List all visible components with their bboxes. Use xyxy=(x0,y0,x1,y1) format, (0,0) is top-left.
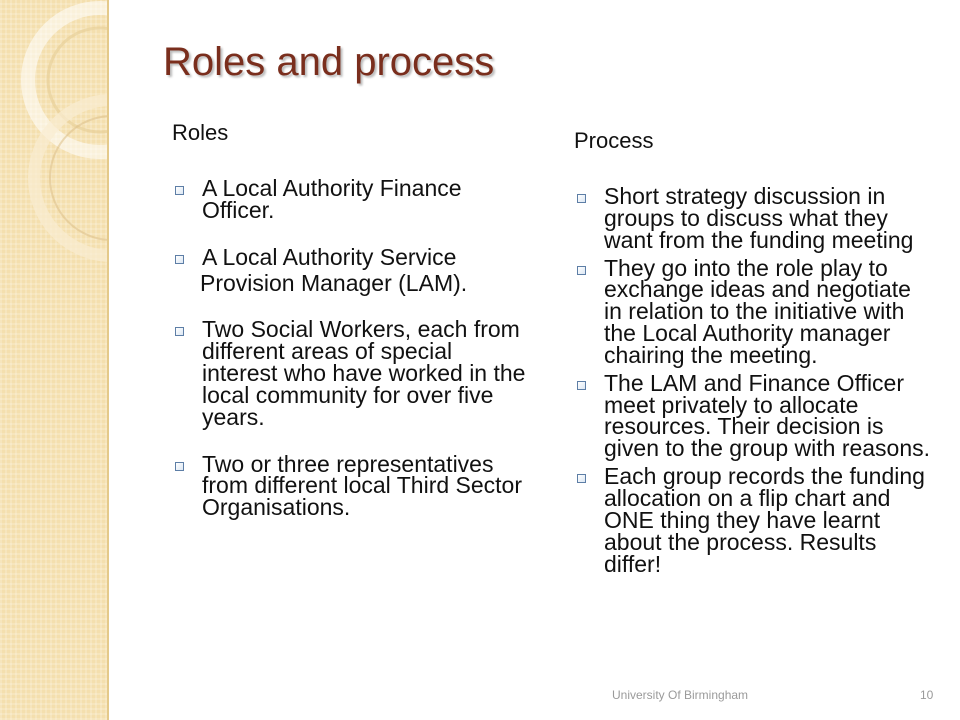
process-list xyxy=(574,183,934,581)
role-text: Two Social Workers, each from different areas of special interest who have worked in the local community for over five years. xyxy=(202,316,526,430)
process-item xyxy=(574,254,934,368)
decorative-sidebar xyxy=(0,0,107,720)
roles-list xyxy=(172,175,532,544)
role-item xyxy=(172,450,532,521)
page-number: 10 xyxy=(920,688,934,702)
role-text: Provision Manager (LAM). xyxy=(200,269,468,296)
square-bullet-icon xyxy=(175,462,184,471)
role-item-continued xyxy=(172,269,532,296)
decorative-rings xyxy=(0,0,107,720)
square-bullet-icon xyxy=(175,327,184,336)
process-text: Short strategy discussion in groups to discuss what they want from the funding meeting xyxy=(604,183,914,253)
square-bullet-icon xyxy=(577,474,586,483)
role-text: A Local Authority Finance Officer. xyxy=(202,175,462,223)
sidebar-divider xyxy=(107,0,109,720)
square-bullet-icon xyxy=(175,255,184,264)
role-text: A Local Authority Service xyxy=(202,243,457,270)
process-item xyxy=(574,463,934,577)
square-bullet-icon xyxy=(577,194,586,203)
process-text: The LAM and Finance Officer meet privately to allocate resources. Their decision is given to the group with reasons. xyxy=(604,369,931,462)
role-item xyxy=(172,316,532,430)
process-item xyxy=(574,183,934,253)
process-text: They go into the role play to exchange ideas and negotiate in relation to the initiative with the Local Authority manager chairing the meeting. xyxy=(604,254,911,368)
square-bullet-icon xyxy=(577,266,586,275)
process-text: Each group records the funding allocation on a flip chart and ONE thing they have learnt about the process. Results differ! xyxy=(604,463,925,577)
role-item xyxy=(172,175,532,223)
square-bullet-icon xyxy=(577,381,586,390)
process-heading: Process xyxy=(574,128,654,153)
role-item xyxy=(172,243,532,270)
footer-source: University Of Birmingham xyxy=(612,688,749,702)
square-bullet-icon xyxy=(175,186,184,195)
roles-heading: Roles xyxy=(172,120,229,145)
role-text: Two or three representatives from different local Third Sector Organisations. xyxy=(202,450,523,521)
slide-title: Roles and process xyxy=(163,40,495,84)
process-item xyxy=(574,369,934,462)
